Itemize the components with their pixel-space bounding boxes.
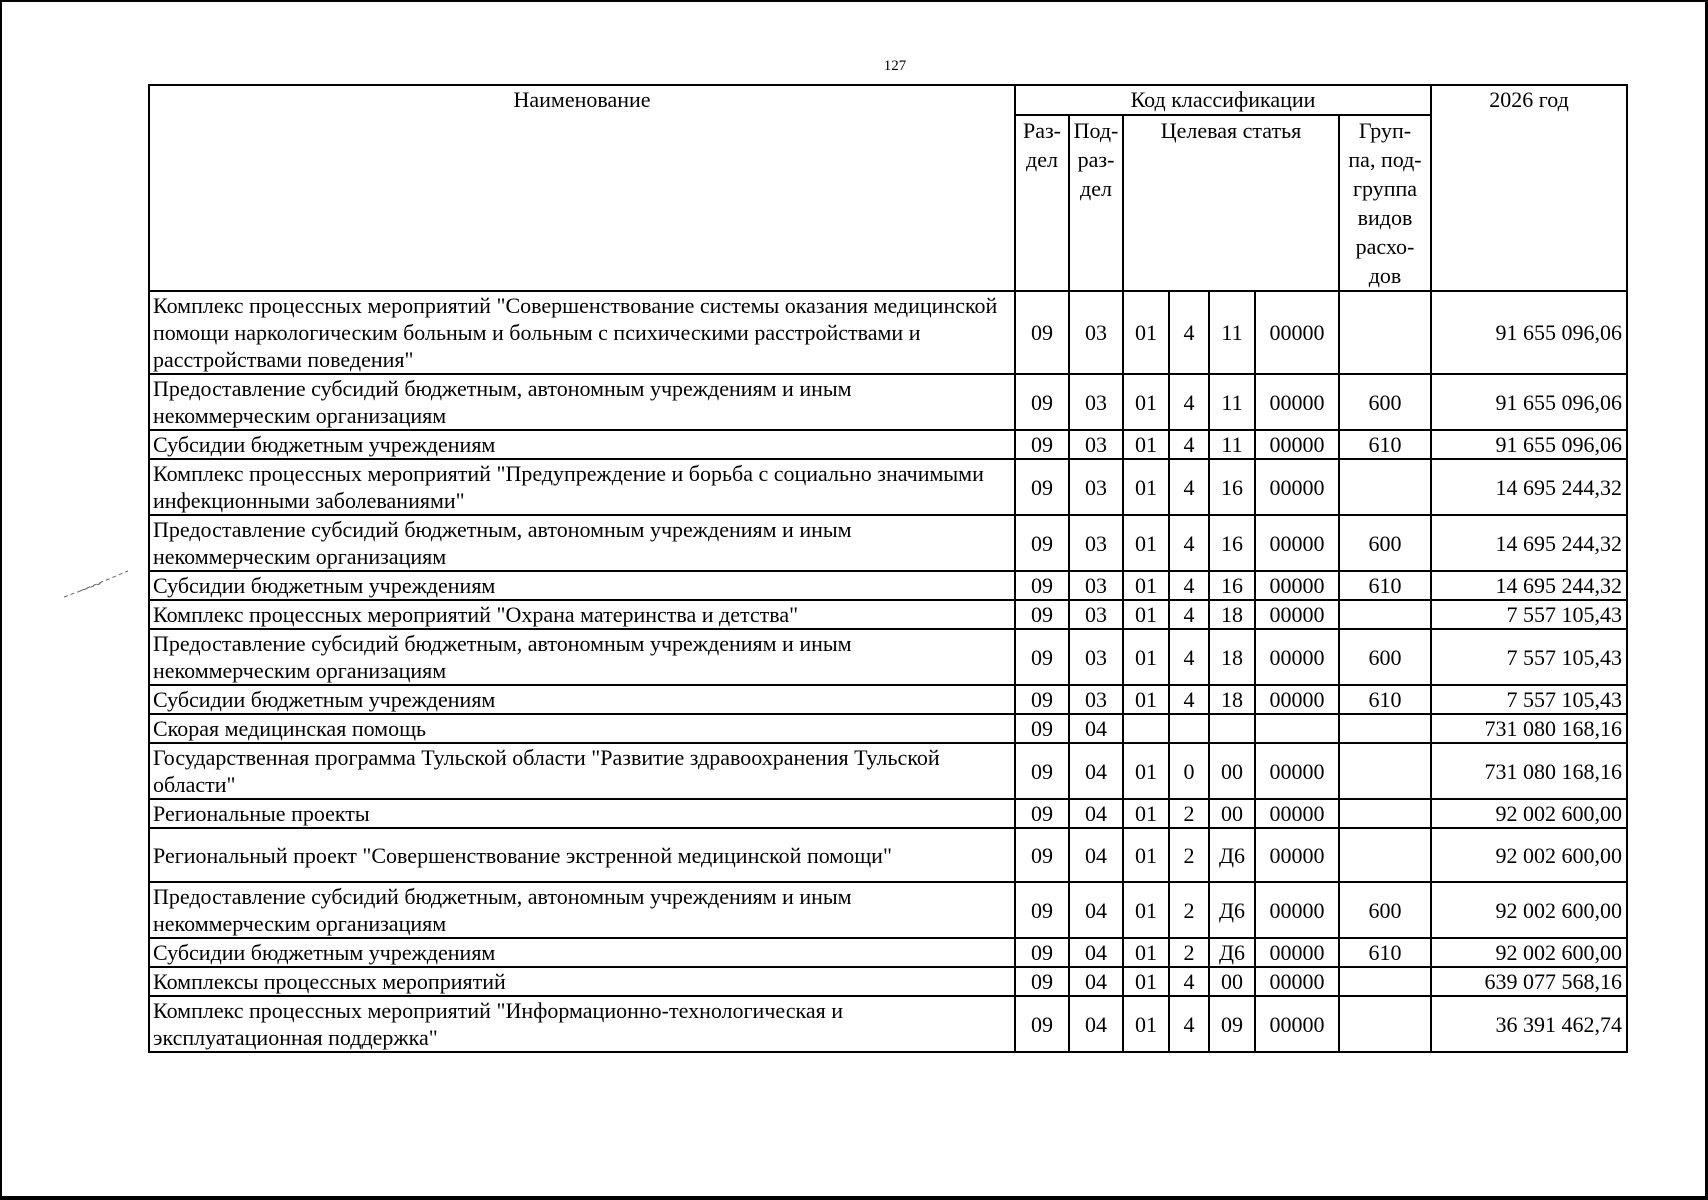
row-direction: 11 — [1209, 374, 1255, 430]
row-expense-code: 00000 — [1255, 799, 1339, 828]
row-subprogram: 0 — [1169, 743, 1209, 799]
row-amount: 92 002 600,00 — [1431, 799, 1627, 828]
row-name: Субсидии бюджетным учреждениям — [149, 938, 1015, 967]
row-program: 01 — [1123, 828, 1169, 882]
row-direction: Д6 — [1209, 882, 1255, 938]
row-razdel: 09 — [1015, 374, 1069, 430]
row-program: 01 — [1123, 938, 1169, 967]
header-podrazdel: Под- раз- дел — [1069, 115, 1123, 291]
row-amount: 92 002 600,00 — [1431, 828, 1627, 882]
row-direction: 18 — [1209, 629, 1255, 685]
row-razdel: 09 — [1015, 967, 1069, 996]
row-direction: 16 — [1209, 571, 1255, 600]
row-name: Субсидии бюджетным учреждениям — [149, 685, 1015, 714]
row-amount: 14 695 244,32 — [1431, 515, 1627, 571]
row-vid-rashoda: 600 — [1339, 515, 1431, 571]
row-direction: 16 — [1209, 459, 1255, 515]
row-expense-code — [1255, 714, 1339, 743]
row-podrazdel: 03 — [1069, 515, 1123, 571]
row-subprogram: 4 — [1169, 430, 1209, 459]
row-expense-code: 00000 — [1255, 938, 1339, 967]
row-direction: 00 — [1209, 799, 1255, 828]
budget-table — [148, 84, 1628, 1053]
row-amount: 91 655 096,06 — [1431, 430, 1627, 459]
row-name: Комплексы процессных мероприятий — [149, 967, 1015, 996]
table-row — [149, 882, 1627, 938]
row-razdel: 09 — [1015, 828, 1069, 882]
row-vid-rashoda — [1339, 799, 1431, 828]
row-direction: 00 — [1209, 967, 1255, 996]
row-subprogram: 4 — [1169, 291, 1209, 374]
row-amount: 731 080 168,16 — [1431, 743, 1627, 799]
row-direction: 00 — [1209, 743, 1255, 799]
row-name: Субсидии бюджетным учреждениям — [149, 571, 1015, 600]
table-row — [149, 996, 1627, 1052]
row-razdel: 09 — [1015, 291, 1069, 374]
row-vid-rashoda — [1339, 600, 1431, 629]
row-program: 01 — [1123, 515, 1169, 571]
row-razdel: 09 — [1015, 571, 1069, 600]
table-row — [149, 967, 1627, 996]
row-direction: 11 — [1209, 291, 1255, 374]
row-razdel: 09 — [1015, 799, 1069, 828]
page-frame-top — [0, 0, 1708, 2]
row-podrazdel: 03 — [1069, 430, 1123, 459]
row-program: 01 — [1123, 459, 1169, 515]
row-subprogram: 2 — [1169, 938, 1209, 967]
row-name: Предоставление субсидий бюджетным, автономным учреждениям и иным некоммерческим организациям — [149, 374, 1015, 430]
header-name: Наименование — [149, 85, 1015, 291]
row-subprogram — [1169, 714, 1209, 743]
page-number: 127 — [883, 58, 907, 74]
row-expense-code: 00000 — [1255, 629, 1339, 685]
row-program: 01 — [1123, 374, 1169, 430]
row-expense-code: 00000 — [1255, 996, 1339, 1052]
row-subprogram: 4 — [1169, 459, 1209, 515]
row-program: 01 — [1123, 571, 1169, 600]
row-razdel: 09 — [1015, 996, 1069, 1052]
row-vid-rashoda: 600 — [1339, 374, 1431, 430]
row-razdel: 09 — [1015, 714, 1069, 743]
row-podrazdel: 04 — [1069, 882, 1123, 938]
row-program: 01 — [1123, 996, 1169, 1052]
row-expense-code: 00000 — [1255, 515, 1339, 571]
row-amount: 91 655 096,06 — [1431, 291, 1627, 374]
row-name: Субсидии бюджетным учреждениям — [149, 430, 1015, 459]
row-name: Региональные проекты — [149, 799, 1015, 828]
row-amount: 92 002 600,00 — [1431, 882, 1627, 938]
scan-artifact-mark — [62, 565, 132, 605]
row-direction: 18 — [1209, 685, 1255, 714]
row-amount: 14 695 244,32 — [1431, 459, 1627, 515]
table-row — [149, 430, 1627, 459]
row-direction: Д6 — [1209, 828, 1255, 882]
row-podrazdel: 04 — [1069, 799, 1123, 828]
row-amount: 14 695 244,32 — [1431, 571, 1627, 600]
row-vid-rashoda: 610 — [1339, 685, 1431, 714]
table-row — [149, 828, 1627, 882]
row-name: Комплекс процессных мероприятий "Совершенствование системы оказания медицинской помощи наркологическим больным и больным с психическими расстройствами и расстройствами поведения" — [149, 291, 1015, 374]
row-razdel: 09 — [1015, 459, 1069, 515]
row-name: Предоставление субсидий бюджетным, автономным учреждениям и иным некоммерческим организациям — [149, 882, 1015, 938]
row-amount: 7 557 105,43 — [1431, 685, 1627, 714]
row-direction: Д6 — [1209, 938, 1255, 967]
row-vid-rashoda: 600 — [1339, 882, 1431, 938]
row-subprogram: 4 — [1169, 685, 1209, 714]
row-subprogram: 2 — [1169, 799, 1209, 828]
row-podrazdel: 04 — [1069, 967, 1123, 996]
table-row — [149, 571, 1627, 600]
row-subprogram: 4 — [1169, 571, 1209, 600]
row-razdel: 09 — [1015, 882, 1069, 938]
row-program: 01 — [1123, 291, 1169, 374]
row-podrazdel: 04 — [1069, 996, 1123, 1052]
row-name: Государственная программа Тульской области "Развитие здравоохранения Тульской области" — [149, 743, 1015, 799]
table-row — [149, 629, 1627, 685]
row-subprogram: 4 — [1169, 629, 1209, 685]
row-expense-code: 00000 — [1255, 685, 1339, 714]
row-program: 01 — [1123, 743, 1169, 799]
header-razdel: Раз- дел — [1015, 115, 1069, 291]
table-row — [149, 374, 1627, 430]
page-frame-left — [0, 0, 2, 1200]
row-podrazdel: 03 — [1069, 291, 1123, 374]
table-row — [149, 685, 1627, 714]
row-subprogram: 4 — [1169, 374, 1209, 430]
row-razdel: 09 — [1015, 430, 1069, 459]
row-vid-rashoda — [1339, 743, 1431, 799]
row-amount: 7 557 105,43 — [1431, 600, 1627, 629]
row-name: Скорая медицинская помощь — [149, 714, 1015, 743]
row-program: 01 — [1123, 685, 1169, 714]
row-razdel: 09 — [1015, 743, 1069, 799]
row-expense-code: 00000 — [1255, 882, 1339, 938]
row-program: 01 — [1123, 967, 1169, 996]
row-subprogram: 4 — [1169, 996, 1209, 1052]
table-row — [149, 600, 1627, 629]
row-direction — [1209, 714, 1255, 743]
row-expense-code: 00000 — [1255, 430, 1339, 459]
row-podrazdel: 04 — [1069, 938, 1123, 967]
row-name: Комплекс процессных мероприятий "Охрана материнства и детства" — [149, 600, 1015, 629]
header-year: 2026 год — [1431, 85, 1627, 291]
row-program: 01 — [1123, 799, 1169, 828]
row-program: 01 — [1123, 600, 1169, 629]
row-podrazdel: 04 — [1069, 743, 1123, 799]
row-subprogram: 2 — [1169, 828, 1209, 882]
row-amount: 639 077 568,16 — [1431, 967, 1627, 996]
table-row — [149, 515, 1627, 571]
row-name: Комплекс процессных мероприятий "Информационно-технологическая и эксплуатационная поддержка" — [149, 996, 1015, 1052]
table-row — [149, 799, 1627, 828]
row-name: Комплекс процессных мероприятий "Предупреждение и борьба с социально значимыми инфекционными заболеваниями" — [149, 459, 1015, 515]
row-expense-code: 00000 — [1255, 374, 1339, 430]
row-amount: 36 391 462,74 — [1431, 996, 1627, 1052]
row-vid-rashoda — [1339, 291, 1431, 374]
row-name: Региональный проект "Совершенствование экстренной медицинской помощи" — [149, 828, 1015, 882]
row-subprogram: 4 — [1169, 967, 1209, 996]
row-podrazdel: 04 — [1069, 714, 1123, 743]
row-expense-code: 00000 — [1255, 600, 1339, 629]
row-name: Предоставление субсидий бюджетным, автономным учреждениям и иным некоммерческим организациям — [149, 629, 1015, 685]
row-podrazdel: 03 — [1069, 600, 1123, 629]
row-direction: 09 — [1209, 996, 1255, 1052]
row-vid-rashoda: 610 — [1339, 430, 1431, 459]
row-expense-code: 00000 — [1255, 571, 1339, 600]
row-razdel: 09 — [1015, 629, 1069, 685]
row-name: Предоставление субсидий бюджетным, автономным учреждениям и иным некоммерческим организациям — [149, 515, 1015, 571]
row-vid-rashoda — [1339, 714, 1431, 743]
table-row — [149, 291, 1627, 374]
row-expense-code: 00000 — [1255, 291, 1339, 374]
header-celevaya-statya: Целевая статья — [1123, 115, 1339, 291]
row-vid-rashoda — [1339, 967, 1431, 996]
row-amount: 91 655 096,06 — [1431, 374, 1627, 430]
table-row — [149, 938, 1627, 967]
header-code-group: Код классификации — [1015, 85, 1431, 115]
row-podrazdel: 03 — [1069, 459, 1123, 515]
table-body — [149, 291, 1627, 1052]
row-razdel: 09 — [1015, 938, 1069, 967]
row-expense-code: 00000 — [1255, 828, 1339, 882]
row-razdel: 09 — [1015, 685, 1069, 714]
table-row — [149, 714, 1627, 743]
row-expense-code: 00000 — [1255, 459, 1339, 515]
row-direction: 11 — [1209, 430, 1255, 459]
header-gruppa: Груп- па, под- группа видов расхо- дов — [1339, 115, 1431, 291]
page-frame-bottom — [0, 1196, 1708, 1200]
row-razdel: 09 — [1015, 600, 1069, 629]
row-vid-rashoda — [1339, 459, 1431, 515]
row-expense-code: 00000 — [1255, 967, 1339, 996]
row-vid-rashoda — [1339, 996, 1431, 1052]
row-subprogram: 4 — [1169, 515, 1209, 571]
row-amount: 92 002 600,00 — [1431, 938, 1627, 967]
row-vid-rashoda: 610 — [1339, 571, 1431, 600]
row-amount: 731 080 168,16 — [1431, 714, 1627, 743]
row-program — [1123, 714, 1169, 743]
row-program: 01 — [1123, 882, 1169, 938]
row-subprogram: 2 — [1169, 882, 1209, 938]
row-amount: 7 557 105,43 — [1431, 629, 1627, 685]
table-row — [149, 459, 1627, 515]
row-vid-rashoda: 610 — [1339, 938, 1431, 967]
row-podrazdel: 03 — [1069, 374, 1123, 430]
row-podrazdel: 04 — [1069, 828, 1123, 882]
row-razdel: 09 — [1015, 515, 1069, 571]
row-program: 01 — [1123, 629, 1169, 685]
row-subprogram: 4 — [1169, 600, 1209, 629]
table-row — [149, 743, 1627, 799]
row-podrazdel: 03 — [1069, 629, 1123, 685]
row-expense-code: 00000 — [1255, 743, 1339, 799]
row-vid-rashoda — [1339, 828, 1431, 882]
row-vid-rashoda: 600 — [1339, 629, 1431, 685]
row-podrazdel: 03 — [1069, 571, 1123, 600]
row-direction: 18 — [1209, 600, 1255, 629]
row-podrazdel: 03 — [1069, 685, 1123, 714]
row-program: 01 — [1123, 430, 1169, 459]
row-direction: 16 — [1209, 515, 1255, 571]
